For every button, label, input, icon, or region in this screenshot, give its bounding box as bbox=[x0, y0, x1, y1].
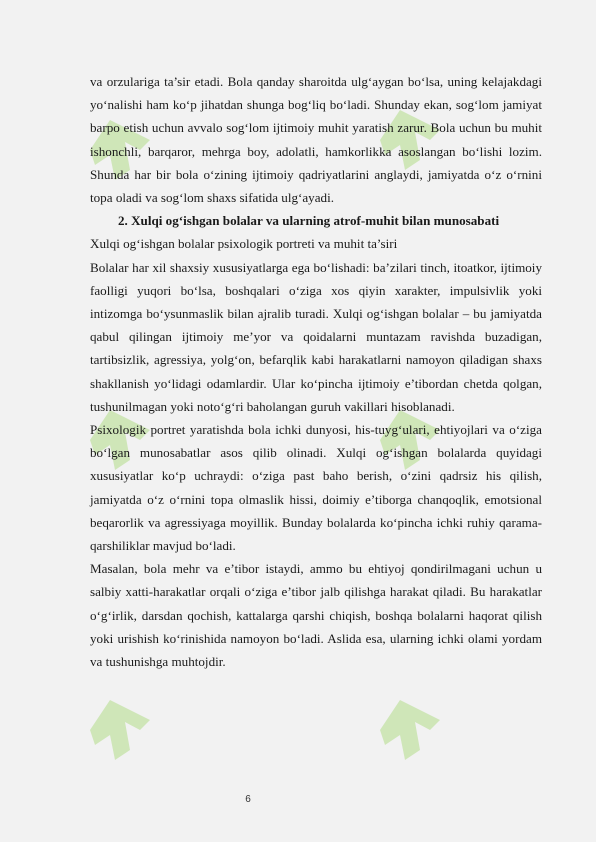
paragraph: Bolalar har xil shaxsiy xususiyatlarga ega bo‘lishadi: ba’zilari tinch, itoatkor, ijtimoiy faolligi yuqori bo‘lsa, boshqalari o‘ziga xos qiyin xarakter, impulsivlik yoki intizomga bo‘ysunmaslik bilan ajralib turadi. Xulqi og‘ishgan bolalar – bu jamiyatda qabul qilingan ijtimoiy me’yor va qoidalarni muntazam ravishda buzadigan, tartibsizlik, agressiya, yolg‘on, befarqlik kabi harakatlarni namoyon qiladigan shaxs shakllanish yo‘lidagi odamlardir. Ular ko‘pincha ijtimoiy e’tibordan chetda qolgan, tushunilmagan yoki noto‘g‘ri baholangan guruh vakillari hisoblanadi. bbox=[90, 259, 542, 414]
watermark-logo-icon bbox=[80, 690, 160, 770]
page-number: 6 bbox=[245, 794, 251, 805]
section-heading: 2. Xulqi og‘ishgan bolalar va ularning atrof-muhit bilan munosabati bbox=[118, 213, 500, 229]
document-body bbox=[90, 70, 542, 673]
subheading: Xulqi og‘ishgan bolalar psixologik portreti va muhit ta’siri bbox=[90, 236, 398, 252]
paragraph: va orzulariga ta’sir etadi. Bola qanday sharoitda ulg‘aygan bo‘lsa, uning kelajakdagi yo‘nalishi ham ko‘p jihatdan shunga bog‘liq bo‘ladi. Shunday ekan, sog‘lom jamiyat barpo etish uchun avvalo sog‘lom ijtimoiy muhit yaratish zarur. Bola uchun bu muhit ishonchli, barqaror, mehrga boy, adolatli, hamkorlikka asoslangan bo‘lishi lozim. Shunda har bir bola o‘zining ijtimoiy qadriyatlarini anglaydi, jamiyatda o‘z o‘rnini topa oladi va sog‘lom shaxs sifatida ulg‘ayadi. bbox=[90, 74, 542, 206]
paragraph: Masalan, bola mehr va e’tibor istaydi, ammo bu ehtiyoj qondirilmagani uchun u salbiy xatti-harakatlar orqali o‘ziga e’tibor jalb qilishga harakat qiladi. Bu harakatlar o‘g‘irlik, darsdan qochish, kattalarga qarshi chiqish, boshqa bolalarni haqorat qilish yoki urishish ko‘rinishida namoyon bo‘ladi. Aslida esa, ularning ichki olami yordam va tushunishga muhtojdir. bbox=[90, 561, 542, 670]
paragraph: Psixologik portret yaratishda bola ichki dunyosi, his-tuyg‘ulari, ehtiyojlari va o‘ziga bo‘lgan munosabatlar asos qilib olinadi. Xulqi og‘ishgan bolalarda quyidagi xususiyatlar ko‘p uchraydi: o‘ziga past baho berish, o‘zini qadrsiz his qilish, jamiyatda o‘z o‘rnini topa olmaslik hissi, doimiy e’tiborga chanqoqlik, emotsional beqarorlik va agressiyaga moyillik. Bunday bolalarda ko‘pincha ichki ruhiy qarama-qarshiliklar mavjud bo‘ladi. bbox=[90, 422, 542, 554]
watermark-logo-icon bbox=[370, 690, 450, 770]
